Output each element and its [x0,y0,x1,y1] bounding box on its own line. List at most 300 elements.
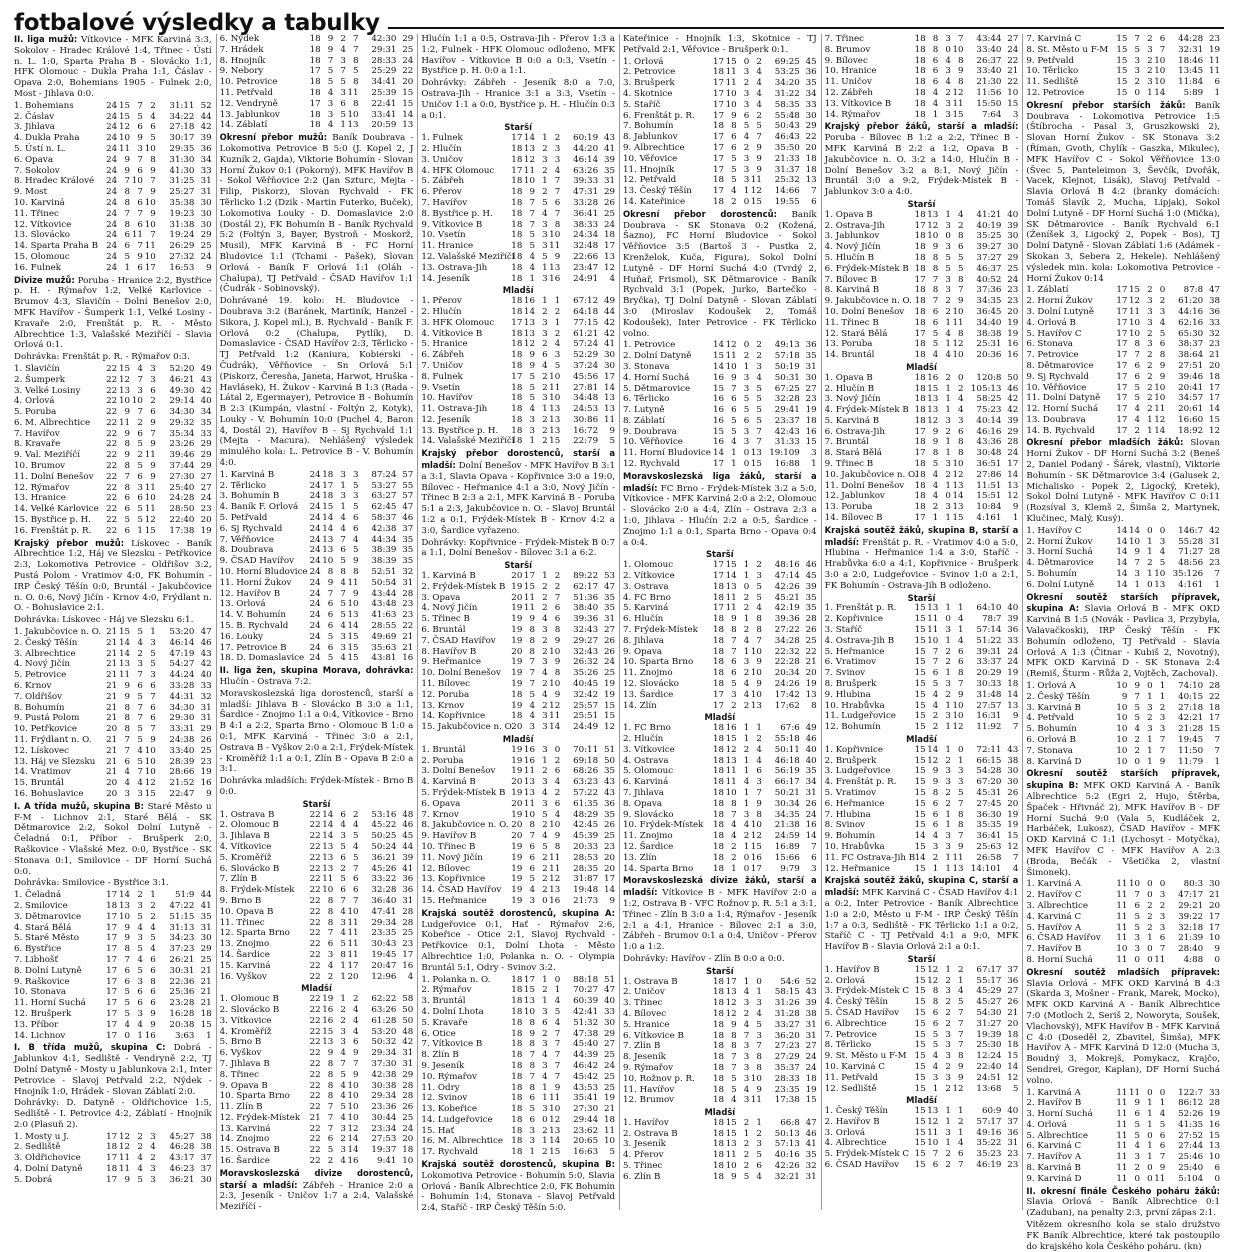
losses-cell: 15 [549,1147,561,1158]
score-cell: 53:25 [774,67,800,78]
draws-cell: 4 [743,689,750,700]
team-name: 11. Havířov [623,1084,675,1095]
losses-cell: 11 [347,939,359,950]
wins-cell: 0 [1134,87,1140,98]
draws-cell: 4 [137,954,143,965]
games-cell: 17 [106,987,118,998]
score-cell: 43:81 [371,653,397,664]
losses-cell: 11 [144,450,156,461]
score-cell: 50:21 [774,787,800,798]
team-name: 2. Brušperk [824,755,877,766]
score-cell: 49:69 [371,631,397,642]
table-row [1026,912,1220,923]
team-name: 14. Valašské Meziříčí [421,436,515,447]
losses-cell: 3 [1159,713,1166,724]
losses-cell: 9 [554,831,561,842]
draws-cell: 3 [945,1127,951,1138]
table-row [623,1009,817,1020]
draws-cell: 1 [743,1128,750,1139]
draws-cell: 1 [1147,414,1153,425]
table-row [623,603,817,614]
wins-cell: 8 [529,625,535,636]
table-row [421,230,615,241]
team-name: 7. Krnov [421,809,459,820]
team-name: 5. Bohumín [1026,569,1077,580]
draws-cell: 4 [137,745,143,756]
draws-cell: 3 [945,711,951,722]
draws-cell: 2 [542,1028,548,1039]
losses-cell: 12 [549,874,561,885]
table-row [220,1145,414,1156]
losses-cell: 4 [1159,547,1166,558]
standings-table [421,571,615,733]
team-name: 12. Svinov [421,1093,468,1104]
points-cell: 12 [1007,1072,1019,1083]
games-cell: 21 [106,670,118,681]
team-name: 1. Olomouc [623,560,674,571]
losses-cell: 0 [756,976,762,987]
losses-cell: 3 [1159,890,1166,901]
losses-cell: 7 [756,635,762,646]
table-row [421,874,615,885]
losses-cell: 13 [952,480,964,491]
wins-cell: 13 [322,863,334,874]
points-cell: 26 [603,820,615,831]
games-cell: 18 [511,197,523,208]
team-name: 6. Hlučín [623,614,664,625]
losses-cell: 2 [554,133,561,144]
draws-cell: 3 [743,998,750,1009]
draws-cell: 7 [340,66,346,77]
result-text: Dohrávky: D. Datyně - Oldřichovice 1:5, Sedliště - I. Petrovice 4:2, Záblatí - Hnojník 2:0 (Plasuň 2). [14,1098,212,1130]
games-cell: 17 [1116,328,1128,339]
draws-cell: 0 [945,491,951,502]
losses-cell: 4 [958,209,964,220]
wins-cell: 5 [529,241,535,252]
games-cell: 17 [106,1131,118,1142]
team-name: 2. Frýdek-Místek B [421,581,506,592]
wins-cell: 9 [529,187,535,198]
losses-cell: 13 [1154,579,1166,590]
draws-cell: 7 [137,407,143,418]
draws-cell: 5 [340,77,346,88]
wins-cell: 13 [118,659,131,670]
wins-cell: 6 [932,809,939,820]
draws-cell: 5 [743,394,750,405]
table-row [14,101,212,112]
losses-cell: 12 [952,339,964,350]
losses-cell: 7 [1159,44,1166,55]
points-cell: 24 [603,219,615,230]
losses-cell: 11 [1154,1173,1166,1184]
table-row [220,831,414,842]
points-cell: 43 [603,133,615,144]
draws-cell: 3 [340,642,346,653]
table-row [623,668,817,679]
wins-cell: 6 [932,1160,939,1171]
losses-cell: 6 [150,702,156,713]
team-name: 2. Hlučín B [824,383,875,394]
wins-cell: 7 [327,1123,334,1134]
draws-cell: 7 [137,702,143,713]
team-name: 11. Bílovec [421,679,470,690]
games-cell: 17 [1116,414,1128,425]
losses-cell: 14 [347,1145,359,1156]
games-cell: 24 [309,621,321,632]
table-row [1026,56,1220,67]
team-name: 11. Znojmo [623,668,673,679]
draws-cell: 2 [743,1150,750,1161]
games-cell: 15 [1116,55,1128,66]
games-cell: 22 [309,1069,321,1080]
team-name: 1. Opava B [824,209,873,220]
table-row [1026,890,1220,901]
losses-cell: 8 [353,567,359,578]
points-cell: 36 [805,340,817,351]
table-row [14,703,212,714]
wins-cell: 18 [322,469,334,480]
points-cell: 29 [200,461,212,472]
points-cell: 26 [200,735,212,745]
points-cell: 33 [200,428,212,439]
table-row [421,383,615,394]
table-row [421,788,615,799]
standings-table [421,745,615,907]
games-cell: 18 [106,1142,118,1153]
draws-cell: 3 [542,1039,548,1050]
draws-cell: 5 [137,111,143,122]
draws-cell: 4 [945,77,951,88]
games-cell: 24 [106,122,118,133]
draws-cell: 0 [743,852,750,863]
draws-cell: 2 [945,296,951,307]
losses-cell: 7 [958,1018,964,1029]
wins-cell: 7 [124,954,131,965]
losses-cell: 4 [756,603,762,614]
competition-heading: Okresní soutěž starších přípravek, skupina B: [1026,768,1221,791]
games-cell: 17 [106,954,118,965]
score-cell: 42:45 [573,820,599,831]
table-row [1026,339,1220,350]
losses-cell: 10 [952,700,964,711]
losses-cell: 8 [554,625,561,636]
result-paragraph [220,689,414,775]
result-paragraph [1026,1220,1220,1252]
wins-cell: 15 [118,627,131,638]
draws-cell: 4 [340,44,346,55]
points-cell: 24 [805,809,817,820]
points-cell: 21 [402,631,414,642]
losses-cell: 10 [347,1102,359,1113]
team-name: 7. Hlubina [824,809,871,820]
team-name: 1. Mosty u J. [14,1131,69,1142]
team-name: 1. Havířov C [1026,525,1082,536]
score-cell: 48:56 [1178,558,1204,569]
team-name: 8. Bystřice p. H. [421,208,493,219]
points-cell: 46 [200,637,212,648]
score-cell: 41:63 [371,610,397,621]
standings-table [623,57,817,208]
table-row [220,1005,414,1016]
points-cell: 0 [1214,954,1221,965]
team-name: 9. Albrechtice [623,142,685,153]
team-name: 8. Jablunkov [623,132,678,143]
wins-cell: 3 [529,425,535,436]
wins-cell: 9 [529,350,535,361]
draws-cell: 0 [1147,1163,1153,1174]
losses-cell: 7 [150,176,156,187]
games-cell: 18 [712,734,725,744]
score-cell: 48:16 [774,560,800,571]
wins-cell: 11 [523,603,535,614]
games-cell: 17 [1116,296,1128,307]
table-row [220,810,414,821]
score-cell: 40:52 [976,274,1002,285]
draws-cell: 3 [137,900,143,911]
table-row [825,459,1019,470]
table-row [825,491,1019,502]
losses-cell: 2 [958,964,964,975]
team-name: 15. Heřmanice [421,895,487,906]
draws-cell: 1 [945,722,951,733]
standings-table [14,1132,212,1186]
wins-cell: 7 [1134,34,1140,44]
losses-cell: 3 [150,637,156,648]
table-row [1026,933,1220,944]
points-cell: 44 [200,890,212,901]
losses-cell: 15 [750,459,762,470]
table-row [1026,296,1220,307]
table-row [825,701,1019,712]
losses-cell: 11 [347,87,359,98]
competition-heading: Moravskoslezská divize žáků, starší a mladší: [623,875,817,898]
games-cell: 21 [106,681,118,692]
draws-cell: 2 [137,450,143,461]
table-row [421,176,615,187]
team-name: 3. Opava [421,592,461,603]
losses-cell: 8 [958,668,964,679]
losses-cell: 10 [549,1104,561,1115]
games-cell: 22 [309,1015,321,1026]
games-cell: 18 [712,831,725,842]
score-cell: 36:30 [976,809,1002,820]
standings-table [623,723,817,874]
team-name: 2. Slovácko B [219,1004,280,1015]
score-cell: 41:21 [976,209,1002,220]
wins-cell: 6 [529,1093,535,1104]
score-cell: 20:38 [169,1019,195,1030]
score-cell: 45:31 [976,787,1002,798]
losses-cell: 5 [958,787,964,798]
games-cell: 22 [309,1048,321,1059]
points-cell: 24 [200,251,212,262]
games-cell: 22 [309,971,321,982]
wins-cell: 13 [322,534,334,545]
team-name: 9. Brno B [219,895,262,906]
draws-cell: 1 [542,296,548,307]
draws-cell: 3 [542,328,548,339]
table-row [14,638,212,649]
games-cell: 20 [511,831,523,842]
losses-cell: 12 [549,1114,561,1125]
points-cell: 25 [1007,263,1019,274]
games-cell: 24 [106,230,118,241]
table-row [623,132,817,143]
wins-cell: 7 [1134,350,1140,361]
draws-cell: 2 [743,1161,750,1172]
games-cell: 18 [914,405,926,416]
points-cell: 35 [200,911,212,922]
score-cell: 16:53 [169,262,195,273]
points-cell: 26 [805,625,817,636]
score-cell: 12:24 [976,1051,1002,1062]
result-paragraph [1026,100,1220,285]
team-name: 4. Frýdek-Místek B [824,405,909,416]
draws-cell: 3 [340,491,346,502]
points-cell: 14 [603,382,615,393]
losses-cell: 2 [353,809,359,820]
points-cell: 36 [1007,975,1019,986]
table-row [623,701,817,712]
games-cell: 20 [511,722,523,733]
draws-cell: 4 [340,1091,346,1102]
table-row [1026,558,1220,569]
wins-cell: 1 [1134,579,1140,590]
losses-cell: 3 [958,777,964,788]
wins-cell: 5 [731,164,737,175]
table-row [14,1153,212,1164]
score-cell: 28:53 [573,852,599,863]
losses-cell: 10 [750,1073,762,1084]
points-cell: 29 [402,1069,414,1080]
points-cell: 7 [811,841,817,852]
table-row [623,362,817,373]
points-cell: 27 [603,1039,615,1050]
score-cell: 27:86 [976,469,1002,480]
points-cell: 12 [603,262,615,273]
points-cell: 20 [402,77,414,88]
team-name: 2. Hlučín [623,734,664,744]
draws-cell: 5 [743,1171,750,1182]
result-text: Dohrávka: Frenštát p. R. - Rýmařov 0:3. [14,352,190,363]
team-name: 13. Vítkovice B [824,98,892,109]
losses-cell: 7 [554,176,561,187]
draws-cell: 3 [340,1145,346,1156]
draws-cell: 1 [743,841,750,852]
table-row [825,1073,1019,1084]
score-cell: 9:41 [376,1156,397,1167]
draws-cell: 3 [340,1026,346,1037]
draws-cell: 3 [743,383,750,394]
team-name: 4. Karviná C [1026,911,1082,922]
table-subheading: Mladší [906,734,937,744]
competition-heading: Okresní soutěž mladších přípravek: [1026,966,1221,977]
games-cell: 11 [1116,1098,1128,1109]
games-cell: 10 [1116,745,1128,756]
team-name: 3. Ludgeřovice [824,766,891,777]
games-cell: 18 [712,175,725,186]
team-name: 5. Třinec B [421,614,470,625]
wins-cell: 5 [1134,393,1140,404]
score-cell: 29:27 [573,635,599,646]
points-cell: 50 [402,1015,414,1026]
draws-cell: 2 [743,1117,750,1128]
losses-cell: 6 [958,1149,964,1160]
team-name: 2. Český Těšín [14,637,78,648]
losses-cell: 4 [150,111,156,122]
score-cell: 54:28 [976,766,1002,777]
points-cell: 5 [1012,1083,1019,1094]
wins-cell: 6 [529,841,535,852]
points-cell: 30 [1007,766,1019,777]
team-name: 12. Valašské Meziříčí [421,251,515,262]
games-cell: 15 [914,787,926,798]
losses-cell: 9 [150,439,156,450]
score-cell: 35:26 [573,668,599,679]
score-cell: 80:3 [1183,879,1204,890]
draws-cell: 3 [1147,77,1153,88]
result-text: Poruba - Hranice 2:2, Bystřice p. H. - Rýmařov 1:2, Velké Karlovice - Brumov 4:3, Slavičín - Dolní Benešov 2:0, MFK Havířov - Šumperk 1:1, Velké Losiny - Kravaře 2:0, Frenštát p. R. - Město Albrechtice 1:3, Valašské Meziříčí - Slavia Orlová 0:1. [14,275,212,351]
score-cell: 39:46 [169,450,195,461]
table-row [220,524,414,535]
team-name: 7. Zlín B [219,874,258,885]
table-row [14,1142,212,1153]
wins-cell: 3 [529,414,535,425]
score-cell: 87:8 [1183,285,1204,296]
team-name: 12. Slovácko [623,679,679,690]
losses-cell: 11 [144,482,156,493]
score-cell: 49:30 [169,385,195,396]
score-cell: 4:161 [1178,579,1204,590]
team-name: 10. Havířov [421,393,473,404]
score-cell: 27:51 [1178,360,1204,371]
score-cell: 24:34 [573,230,599,241]
standings-table [825,34,1019,120]
score-cell: 17:62 [774,700,800,711]
score-cell: 36:41 [976,831,1002,842]
table-row [623,197,817,208]
score-cell: 22:47 [169,788,195,799]
team-name: 1. Bohemians [14,100,74,111]
games-cell: 17 [106,890,118,901]
points-cell: 42 [402,1037,414,1048]
points-cell: 25 [603,208,615,219]
losses-cell: 9 [353,556,359,567]
wins-cell: 11 [725,603,737,614]
wins-cell: 5 [529,1104,535,1115]
table-row [220,567,414,578]
table-row [1026,88,1220,99]
team-name: 3. Jihlava B [219,831,270,842]
team-name: 5. Hlučín B [824,252,875,263]
team-name: 4. Bílovec [623,1008,667,1019]
draws-cell: 1 [1147,756,1153,767]
team-name: 8. Karviná D [1026,756,1082,767]
losses-cell: 3 [756,361,762,372]
wins-cell: 9 [124,681,131,692]
score-cell: 30:43 [371,939,397,950]
table-row [825,373,1019,384]
score-cell: 24:26 [774,679,800,690]
team-name: 9. Doubrava [623,426,677,437]
score-cell: 40:15 [1178,691,1204,702]
games-cell: 18 [712,852,725,863]
team-name: 10. Vsetín [421,230,466,241]
wins-cell: 5 [932,459,939,470]
score-cell: 67:17 [976,964,1002,975]
losses-cell: 9 [756,164,762,175]
games-cell: 17 [914,274,926,285]
